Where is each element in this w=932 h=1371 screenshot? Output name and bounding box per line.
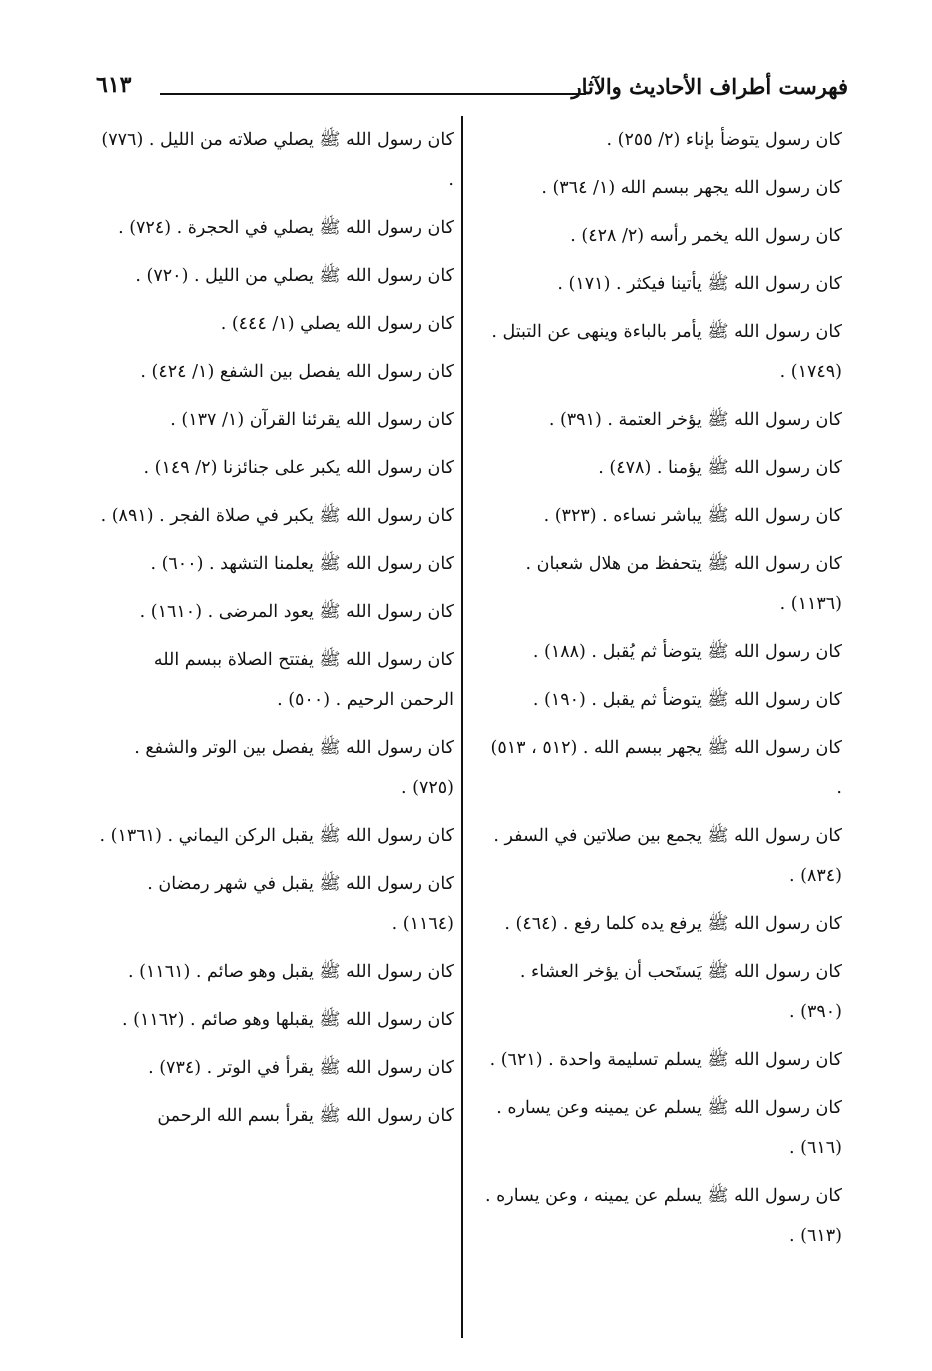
index-entry: كان رسول الله يكبر على جنائزنا (٢/ ١٤٩) . [143,458,454,478]
index-entry: كان رسول الله ﷺ يكبر في صلاة الفجر . (٨٩١) . [100,506,454,526]
index-entry: كان رسول الله ﷺ يفتتح الصلاة ببسم الله الرحمن الرحيم . (٥٠٠) . [153,650,454,710]
index-entry: كان رسول الله يخمر رأسه (٢/ ٤٢٨) . [570,226,842,246]
index-entry: كان رسول الله ﷺ يقرأ في الوتر . (٧٣٤) . [148,1058,454,1078]
index-entry: كان رسول يتوضأ بإناء (٢/ ٢٥٥) . [606,130,842,150]
index-entry: كان رسول الله ﷺ يأمر بالباءة وينهى عن التبتل . (١٧٤٩) . [491,322,842,382]
running-title: فهرست أطراف الأحاديث والآثار [571,74,848,99]
index-entry: كان رسول الله ﷺ يؤمنا . (٤٧٨) . [598,458,842,478]
index-entry: كان رسول الله ﷺ يتوضأ ثم يقبل . (١٩٠) . [532,690,842,710]
index-entry: كان رسول الله ﷺ يقبل وهو صائم . (١١٦١) . [127,962,454,982]
index-entry: كان رسول الله يفصل بين الشفع (١/ ٤٢٤) . [140,362,454,382]
index-entry: كان رسول الله ﷺ يسلم تسليمة واحدة . (٦٢١) . [489,1050,842,1070]
index-entry: كان رسول الله ﷺ يصلي في الحجرة . (٧٢٤) . [118,218,454,238]
right-column [482,120,842,1256]
index-entry: كان رسول الله ﷺ يقبل الركن اليماني . (١٣٦١) . [99,826,454,846]
page-number: ٦١٣ [96,72,132,98]
index-entry: كان رسول الله ﷺ يقبلها وهو صائم . (١١٦٢) . [122,1010,454,1030]
index-entry: كان رسول الله ﷺ يرفع يده كلما رفع . (٤٦٤) . [504,914,842,934]
index-entry: كان رسول الله ﷺ يصلي من الليل . (٧٢٠) . [135,266,454,286]
column-divider [461,116,463,1338]
header-rule [160,93,586,95]
index-entry: كان رسول الله ﷺ يعلمنا التشهد . (٦٠٠) . [150,554,454,574]
index-entry: كان رسول الله ﷺ يسلم عن يمينه ، وعن يساره . (٦١٣) . [485,1186,842,1246]
index-entry: كان رسول الله ﷺ يجهر ببسم الله . (٥١٢ ، ٥١٣) . [490,738,842,798]
index-entry: كان رسول الله ﷺ يجمع بين صلاتين في السفر . (٨٣٤) . [493,826,842,886]
index-entry: كان رسول الله ﷺ يؤخر العتمة . (٣٩١) . [548,410,842,430]
index-entry: كان رسول الله ﷺ يتوضأ ثم يُقبل . (١٨٨) . [532,642,842,662]
left-column [96,120,454,1136]
index-entry: كان رسول الله ﷺ يقرأ بسم الله الرحمن [157,1106,454,1126]
index-entry: كان رسول الله يقرئنا القرآن (١/ ١٣٧) . [170,410,454,430]
index-entry: كان رسول الله ﷺ يباشر نساءه . (٣٢٣) . [543,506,842,526]
index-entry: كان رسول الله يجهر ببسم الله (١/ ٣٦٤) . [541,178,842,198]
index-entry: كان رسول الله ﷺ يأتينا فيكثر . (١٧١) . [557,274,842,294]
index-entry: كان رسول الله ﷺ يصلي صلاته من الليل . (٧٧٦) . [101,130,454,190]
index-entry: كان رسول الله ﷺ يَستَحب أن يؤخر العشاء . (٣٩٠) . [519,962,842,1022]
index-entry: كان رسول الله ﷺ يقبل في شهر رمضان . (١١٦٤) . [147,874,454,934]
index-entry: كان رسول الله ﷺ يسلم عن يمينه وعن يساره . (٦١٦) . [496,1098,842,1158]
index-entry: كان رسول الله يصلي (١/ ٤٤٤) . [220,314,454,334]
index-entry: كان رسول الله ﷺ يعود المرضى . (١٦١٠) . [139,602,454,622]
index-entry: كان رسول الله ﷺ يفصل بين الوتر والشفع . (٧٢٥) . [134,738,454,798]
index-entry: كان رسول الله ﷺ يتحفظ من هلال شعبان . (١١٣٦) . [525,554,842,614]
page-header [96,70,848,110]
